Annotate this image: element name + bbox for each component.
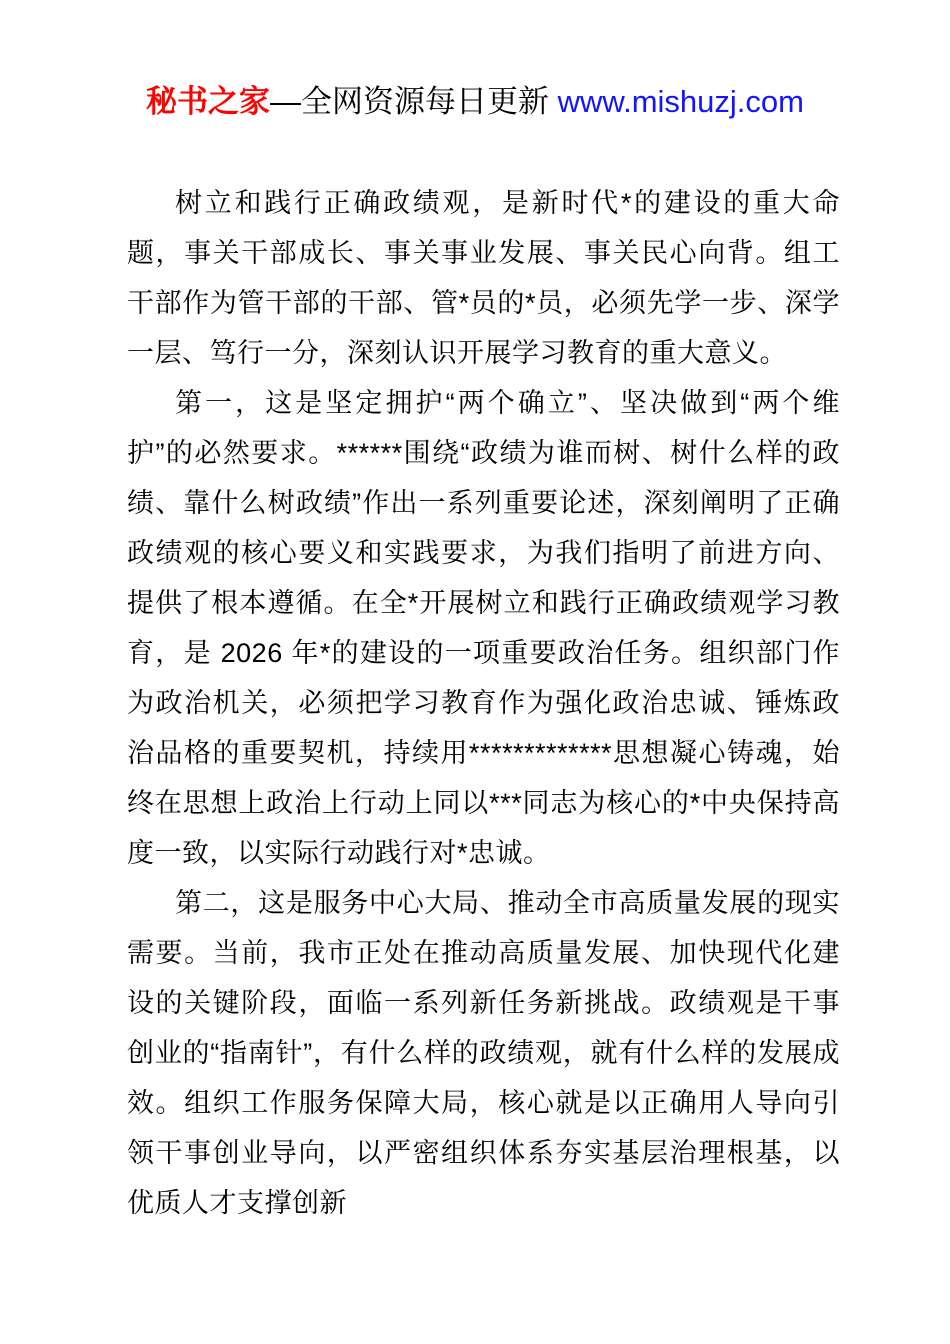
page-header [0,84,950,120]
site-url-link[interactable]: www.mishuzj.com [557,84,804,119]
paragraph-intro: 树立和践行正确政绩观，是新时代*的建设的重大命题，事关干部成长、事关事业发展、事关民心向背。组工干部作为管干部的干部、管*员的*员，必须先学一步、深学一层、笃行一分，深刻认识开展学习教育的重大意义。 [127,188,840,368]
site-tagline: —全网资源每日更新 [270,84,558,119]
site-name: 秘书之家 [146,84,271,119]
paragraph-first-point: 第一，这是坚定拥护“两个确立”、坚决做到“两个维护”的必然要求。******围绕“政绩为谁而树、树什么样的政绩、靠什么树政绩”作出一系列重要论述，深刻阐明了正确政绩观的核心要义和实践要求，为我们指明了前进方向、提供了根本遵循。在全*开展树立和践行正确政绩观学习教育，是 2026 年*的建设的一项重要政治任务。组织部门作为政治机关，必须把学习教育作为强化政治忠诚、锤炼政治品格的重要契机，持续用*************思想凝心铸魂，始终在思想上政治上行动上同以***同志为核心的*中央保持高度一致，以实际行动践行对*忠诚。 [127,388,840,868]
paragraph-second-point: 第二，这是服务中心大局、推动全市高质量发展的现实需要。当前，我市正处在推动高质量发展、加快现代化建设的关键阶段，面临一系列新任务新挑战。政绩观是干事创业的“指南针”，有什么样的政绩观，就有什么样的发展成效。组织工作服务保障大局，核心就是以正确用人导向引领干事创业导向，以严密组织体系夯实基层治理根基，以优质人才支撑创新 [127,888,840,1218]
document-body [127,178,840,1228]
